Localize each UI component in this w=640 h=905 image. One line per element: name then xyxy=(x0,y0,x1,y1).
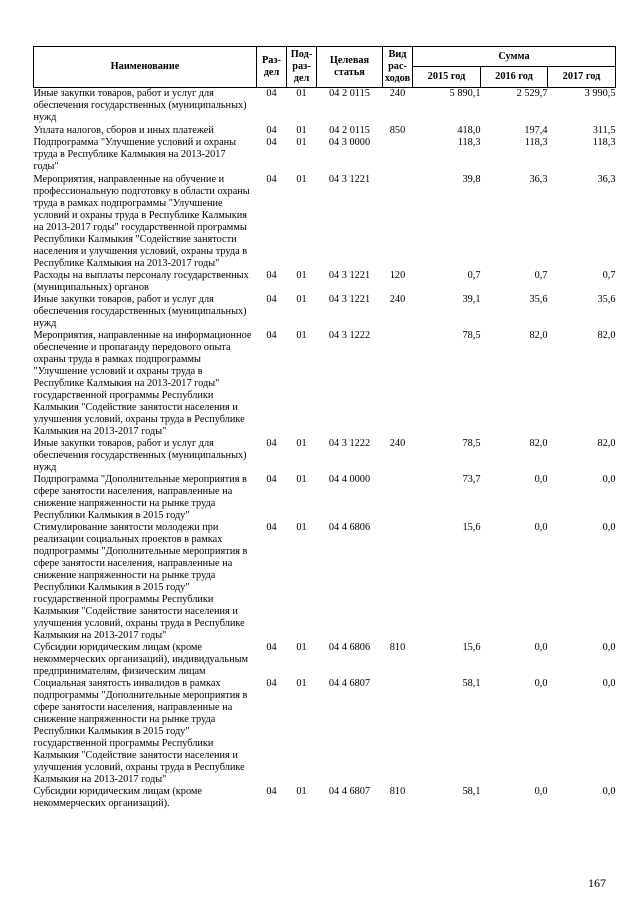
row-section: 04 xyxy=(266,174,277,185)
row-expense-type xyxy=(383,678,413,786)
table-row xyxy=(34,642,616,678)
row-sum-2015: 15,6 xyxy=(462,642,481,653)
header-section: Раз- дел xyxy=(257,47,287,88)
row-target-article: 04 4 6807 xyxy=(328,678,371,689)
row-name: Субсидии юридическим лицам (кроме некоммерческих организаций), индивидуальным предпринимателям, физическим лицам xyxy=(33,642,249,677)
row-sum-2015: 39,8 xyxy=(462,174,481,185)
row-name: Иные закупки товаров, работ и услуг для обеспечения государственных (муниципальных) нужд xyxy=(33,438,247,473)
row-sum-2015: 118,3 xyxy=(457,137,481,148)
row-expense-type xyxy=(383,330,413,438)
row-sum-2017: 82,0 xyxy=(597,330,616,341)
row-name: Иные закупки товаров, работ и услуг для обеспечения государственных (муниципальных) нужд xyxy=(33,88,247,123)
row-sum-2015: 78,5 xyxy=(462,438,481,449)
row-target-article: 04 3 1222 xyxy=(328,330,371,341)
table-row xyxy=(34,88,616,125)
row-name: Социальная занятость инвалидов в рамках подпрограммы "Дополнительные мероприятия в сфере занятости населения, направленные на снижение напряженности на рынке труда Республики Калмыкия в 2015 году" государственной программы Республики Калмыкия "Содействие занятости населения и улучшения условий, охраны труда в Республике Калмыкия на 2013-2017 годы" xyxy=(33,678,248,785)
row-sum-2017: 36,3 xyxy=(597,174,616,185)
row-target-article: 04 3 1221 xyxy=(328,270,371,281)
row-target-article: 04 4 6807 xyxy=(328,786,371,797)
row-name: Расходы на выплаты персоналу государственных (муниципальных) органов xyxy=(33,270,249,293)
table-row xyxy=(34,438,616,474)
row-sum-2015: 39,1 xyxy=(462,294,481,305)
row-subsection: 01 xyxy=(296,438,307,449)
row-sum-2015: 5 890,1 xyxy=(449,88,481,99)
row-sum-2017: 0,0 xyxy=(602,786,616,797)
row-sum-2017: 35,6 xyxy=(597,294,616,305)
row-target-article: 04 2 0115 xyxy=(329,88,370,99)
row-sum-2016: 0,0 xyxy=(534,642,548,653)
row-section: 04 xyxy=(266,786,277,797)
table-row xyxy=(34,678,616,786)
row-subsection: 01 xyxy=(296,174,307,185)
table-row xyxy=(34,270,616,294)
table-row xyxy=(34,173,616,270)
header-name: Наименование xyxy=(34,47,257,88)
page-number: 167 xyxy=(588,876,606,890)
row-target-article: 04 3 1222 xyxy=(328,438,371,449)
row-section: 04 xyxy=(266,474,277,485)
row-sum-2016: 0,0 xyxy=(534,786,548,797)
row-sum-2017: 3 990,5 xyxy=(584,88,616,99)
row-target-article: 04 4 0000 xyxy=(328,474,371,485)
row-name: Стимулирование занятости молодежи при реализации социальных проектов в рамках подпрограммы "Дополнительные мероприятия в сфере занятости населения, направленные на снижение напряженности на рынке труда Республики Калмыкия в 2015 году" государственной программы Республики Калмыкия "Содействие занятости населения и улучшения условий, охраны труда в Республике Калмыкия на 2013-2017 годы" xyxy=(33,522,248,641)
row-sum-2016: 0,0 xyxy=(534,474,548,485)
row-subsection: 01 xyxy=(296,88,307,99)
table-row xyxy=(34,330,616,438)
row-subsection: 01 xyxy=(296,294,307,305)
row-subsection: 01 xyxy=(296,522,307,533)
row-sum-2017: 82,0 xyxy=(597,438,616,449)
row-target-article: 04 2 0115 xyxy=(329,125,370,136)
row-name: Субсидии юридическим лицам (кроме некоммерческих организаций). xyxy=(33,786,202,809)
row-target-article: 04 3 1221 xyxy=(328,294,371,305)
row-subsection: 01 xyxy=(296,270,307,281)
row-sum-2016: 118,3 xyxy=(524,137,548,148)
row-expense-type xyxy=(383,173,413,270)
row-sum-2016: 197,4 xyxy=(524,125,548,136)
row-expense-type xyxy=(383,522,413,642)
row-sum-2017: 0,0 xyxy=(602,474,616,485)
row-sum-2016: 0,0 xyxy=(534,678,548,689)
header-subsection: Под- раз- дел xyxy=(287,47,317,88)
row-expense-type: 120 xyxy=(389,270,406,281)
row-sum-2017: 118,3 xyxy=(592,137,616,148)
row-expense-type: 810 xyxy=(389,786,406,797)
row-sum-2015: 78,5 xyxy=(462,330,481,341)
row-name: Подпрограмма "Дополнительные мероприятия в сфере занятости населения, направленные на снижение напряженности на рынке труда Республики Калмыкия в 2015 году" xyxy=(33,474,247,521)
row-sum-2016: 2 529,7 xyxy=(516,88,548,99)
row-section: 04 xyxy=(266,294,277,305)
row-name: Мероприятия, направленные на обучение и профессиональную подготовку в области охраны труда в рамках подпрограммы "Улучшение условий и охраны труда в Республике Калмыкия на 2013-2017 годы" государственной программы Республики Калмыкия "Содействие занятости населения и улучшения условий, охраны труда в Республике Калмыкия на 2013-2017 годы" xyxy=(33,174,250,269)
budget-table xyxy=(33,46,616,810)
row-sum-2017: 0,0 xyxy=(602,642,616,653)
row-sum-2015: 15,6 xyxy=(462,522,481,533)
row-section: 04 xyxy=(266,678,277,689)
header-expense-type: Вид рас- ходов xyxy=(383,47,413,88)
row-target-article: 04 4 6806 xyxy=(328,642,371,653)
table-row xyxy=(34,137,616,173)
row-expense-type: 240 xyxy=(389,88,406,99)
row-sum-2017: 0,7 xyxy=(602,270,616,281)
header-year-2015: 2015 год xyxy=(413,67,481,88)
row-section: 04 xyxy=(266,88,277,99)
row-subsection: 01 xyxy=(296,786,307,797)
row-sum-2016: 82,0 xyxy=(529,330,548,341)
row-sum-2017: 0,0 xyxy=(602,522,616,533)
header-year-2017: 2017 год xyxy=(548,67,616,88)
table-row xyxy=(34,124,616,137)
row-expense-type xyxy=(383,474,413,522)
row-sum-2015: 0,7 xyxy=(467,270,481,281)
row-subsection: 01 xyxy=(296,125,307,136)
row-expense-type xyxy=(383,137,413,173)
header-year-2016: 2016 год xyxy=(481,67,548,88)
row-section: 04 xyxy=(266,125,277,136)
row-section: 04 xyxy=(266,270,277,281)
row-sum-2017: 311,5 xyxy=(592,125,616,136)
row-target-article: 04 3 1221 xyxy=(328,174,371,185)
row-target-article: 04 3 0000 xyxy=(328,137,371,148)
header-target-article: Целевая статья xyxy=(317,47,383,88)
row-expense-type: 810 xyxy=(389,642,406,653)
budget-table-page xyxy=(33,46,615,810)
row-section: 04 xyxy=(266,522,277,533)
row-sum-2016: 0,7 xyxy=(534,270,548,281)
row-section: 04 xyxy=(266,330,277,341)
row-name: Уплата налогов, сборов и иных платежей xyxy=(33,125,214,136)
row-subsection: 01 xyxy=(296,678,307,689)
table-row xyxy=(34,294,616,330)
row-sum-2016: 35,6 xyxy=(529,294,548,305)
row-name: Иные закупки товаров, работ и услуг для обеспечения государственных (муниципальных) нужд xyxy=(33,294,247,329)
row-target-article: 04 4 6806 xyxy=(328,522,371,533)
row-subsection: 01 xyxy=(296,330,307,341)
row-sum-2016: 0,0 xyxy=(534,522,548,533)
table-row xyxy=(34,786,616,810)
row-sum-2016: 82,0 xyxy=(529,438,548,449)
header-sum: Сумма xyxy=(413,47,616,67)
row-section: 04 xyxy=(266,438,277,449)
row-section: 04 xyxy=(266,642,277,653)
row-sum-2016: 36,3 xyxy=(529,174,548,185)
row-subsection: 01 xyxy=(296,642,307,653)
row-expense-type: 240 xyxy=(389,294,406,305)
row-expense-type: 240 xyxy=(389,438,406,449)
row-expense-type: 850 xyxy=(389,125,406,136)
row-subsection: 01 xyxy=(296,474,307,485)
row-sum-2015: 73,7 xyxy=(462,474,481,485)
row-sum-2017: 0,0 xyxy=(602,678,616,689)
table-row xyxy=(34,522,616,642)
row-sum-2015: 58,1 xyxy=(462,786,481,797)
table-body xyxy=(34,88,616,811)
row-sum-2015: 418,0 xyxy=(457,125,481,136)
row-section: 04 xyxy=(266,137,277,148)
table-header xyxy=(34,47,616,88)
table-row xyxy=(34,474,616,522)
row-sum-2015: 58,1 xyxy=(462,678,481,689)
row-name: Мероприятия, направленные на информационное обеспечение и пропаганду передового опыта охраны труда в рамках подпрограммы "Улучшение условий и охраны труда в Республике Калмыкия на 2013-2017 годы" государственной программы Республики Калмыкия "Содействие занятости населения и улучшения условий, охраны труда в Республике Калмыкия на 2013-2017 годы" xyxy=(33,330,252,437)
row-name: Подпрограмма "Улучшение условий и охраны труда в Республике Калмыкия на 2013-2017 годы" xyxy=(33,137,237,172)
row-subsection: 01 xyxy=(296,137,307,148)
